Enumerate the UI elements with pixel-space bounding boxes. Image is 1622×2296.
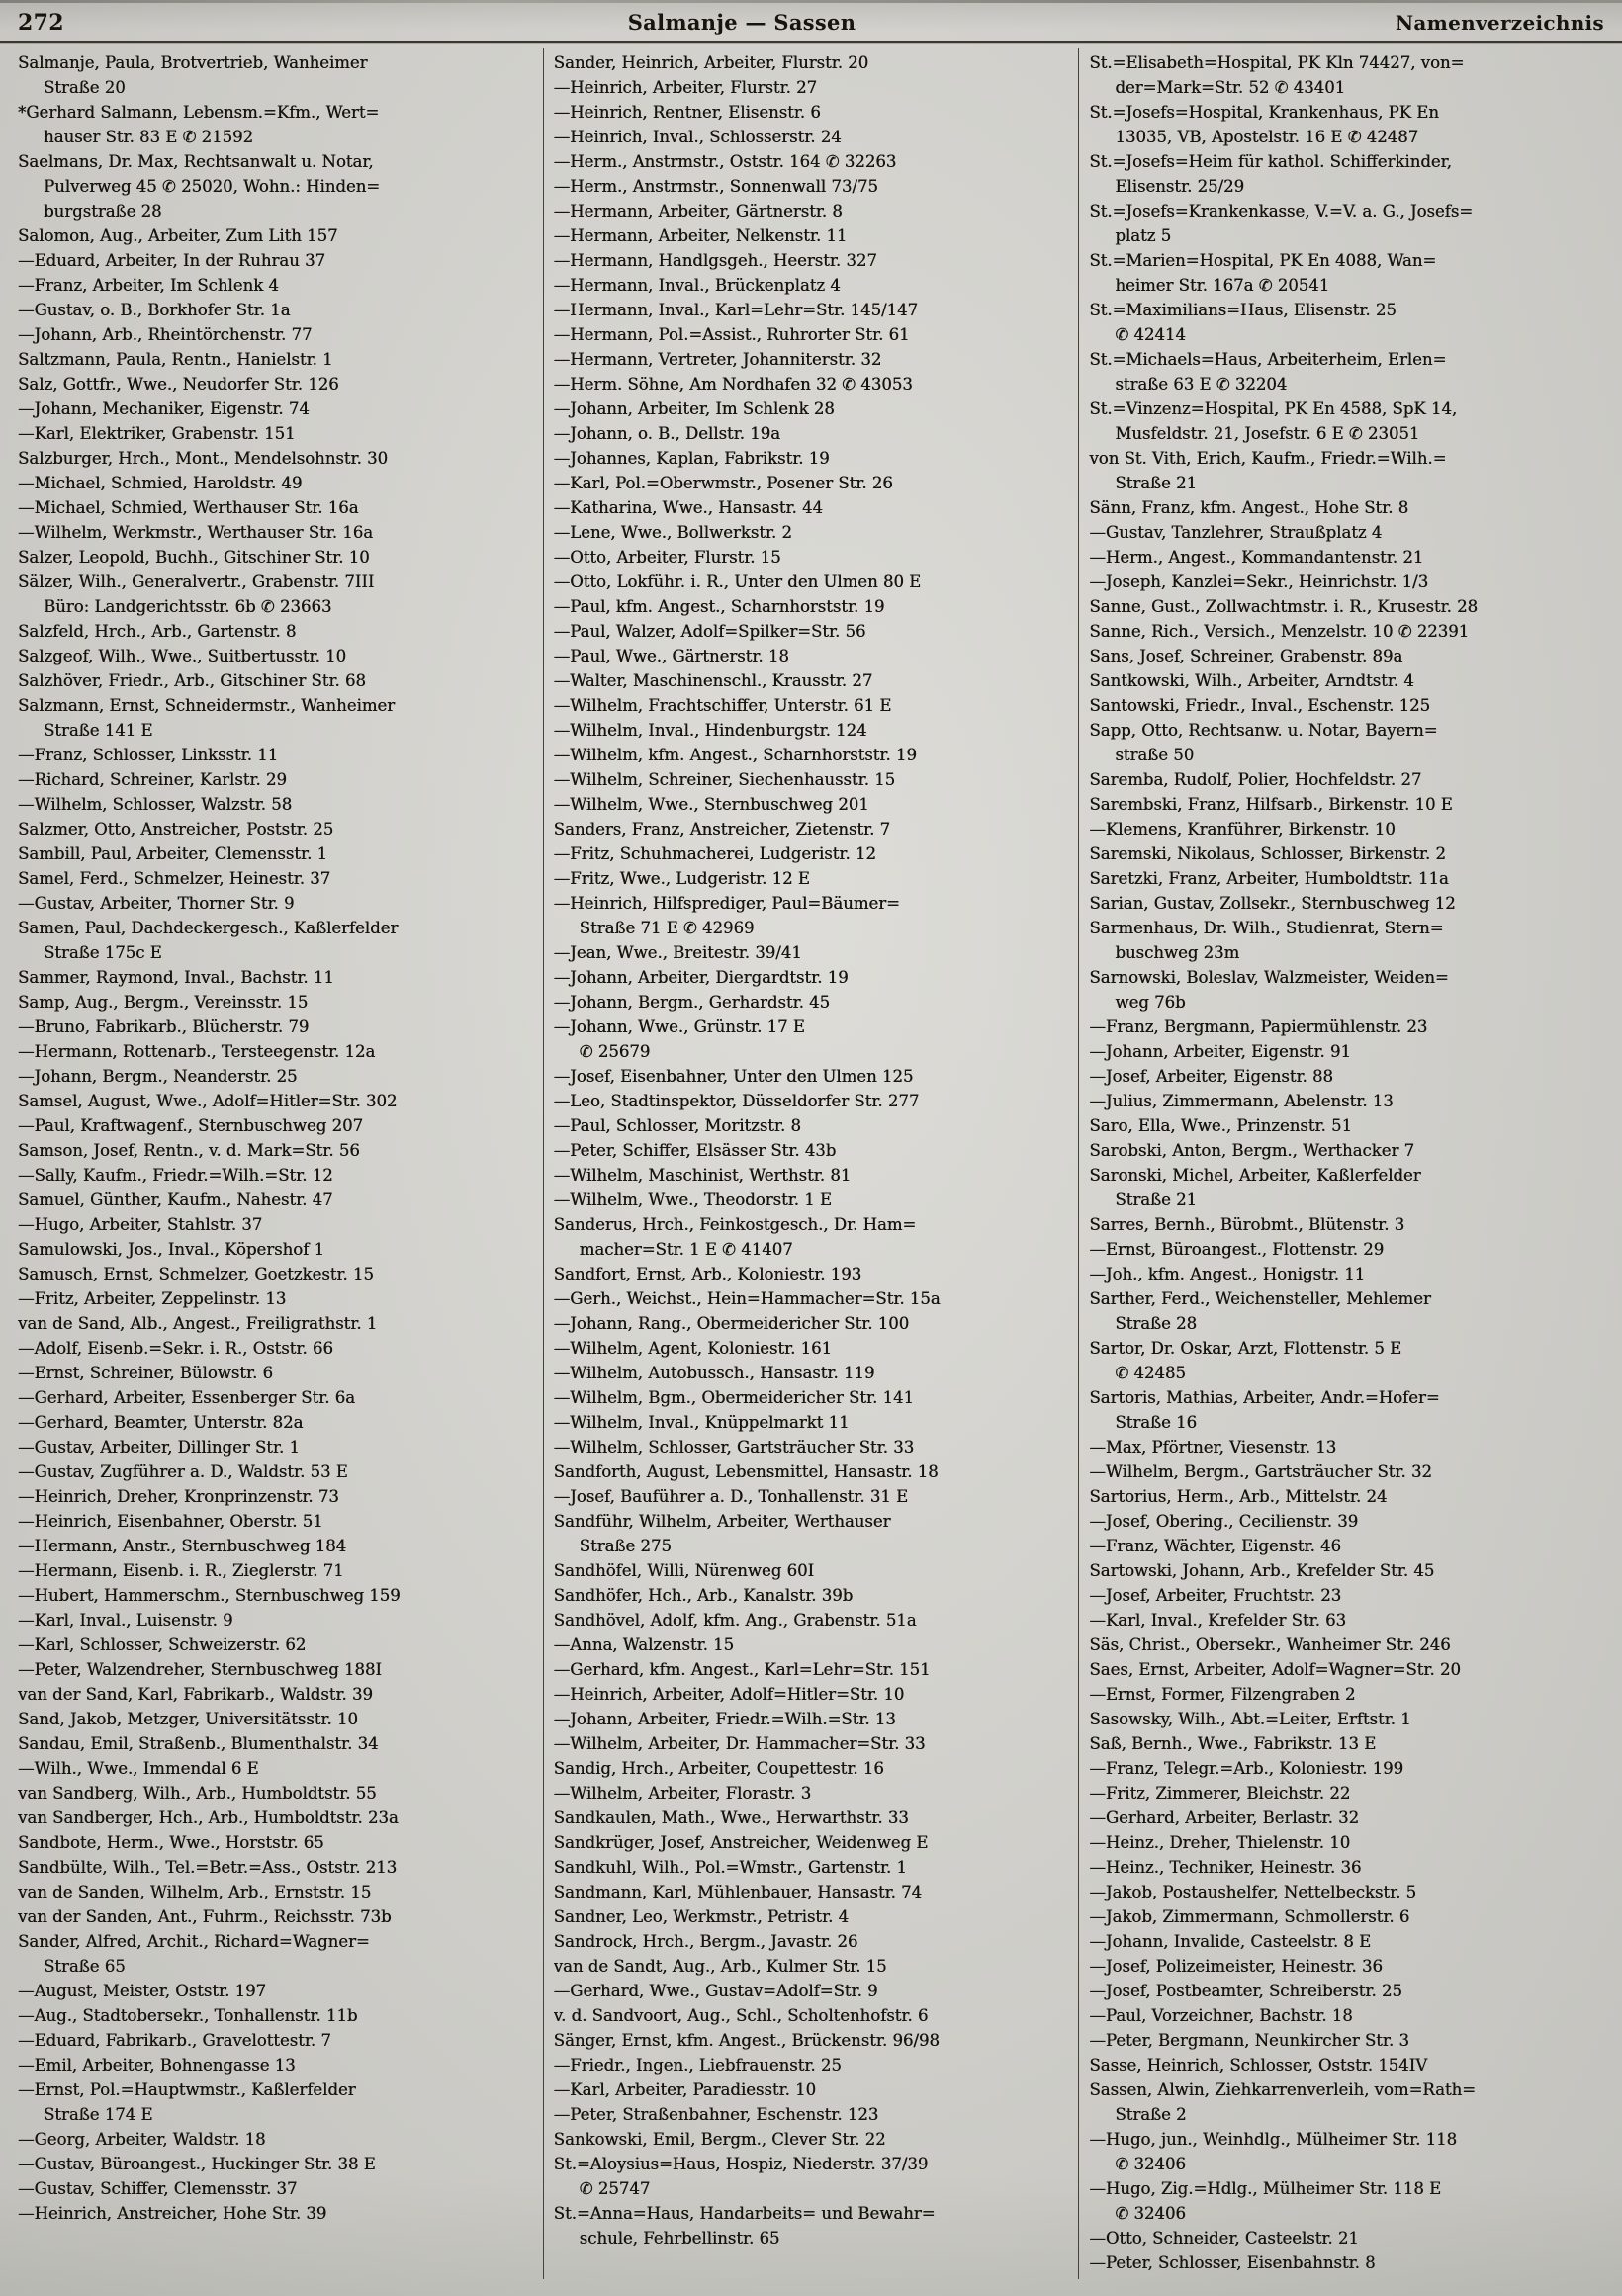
directory-entry-line: Sarther, Ferd., Weichensteller, Mehlemer <box>1089 1289 1431 1308</box>
directory-entry-line: Sander, Heinrich, Arbeiter, Flurstr. 20 <box>553 53 869 72</box>
directory-entry-line: Straße 141 E <box>44 721 153 740</box>
directory-entry-line: —Otto, Schneider, Casteelstr. 21 <box>1089 2229 1359 2248</box>
directory-entry-line: —Hermann, Handlgsgeh., Heerstr. 327 <box>553 251 877 270</box>
directory-entry-line: —Franz, Bergmann, Papiermühlenstr. 23 <box>1089 1017 1428 1036</box>
directory-entry-line: —Johann, Arbeiter, Im Schlenk 28 <box>553 399 835 418</box>
directory-entry-line: der=Mark=Str. 52 ✆ 43401 <box>1115 78 1346 97</box>
directory-entry-line: —Heinrich, Rentner, Elisenstr. 6 <box>553 103 821 122</box>
directory-entry-line: —Paul, Wwe., Gärtnerstr. 18 <box>553 647 789 665</box>
directory-entry-line: —Herm., Angest., Kommandantenstr. 21 <box>1089 548 1424 567</box>
directory-entry-line: —Josef, Bauführer a. D., Tonhallenstr. 31 E <box>553 1487 909 1506</box>
directory-entry-line: —Herm., Anstrmstr., Sonnenwall 73/75 <box>553 177 878 196</box>
directory-entry-line: Sandhöfel, Willi, Nürenweg 60I <box>553 1561 815 1580</box>
directory-entry-line: —Johann, Bergm., Neanderstr. 25 <box>18 1067 298 1086</box>
directory-entry-line: heimer Str. 167a ✆ 20541 <box>1115 276 1330 295</box>
directory-entry-line: Sasowsky, Wilh., Abt.=Leiter, Erftstr. 1 <box>1089 1710 1411 1728</box>
directory-entry-line: Sälzer, Wilh., Generalvertr., Grabenstr. 7III <box>18 573 375 591</box>
directory-entry-line: Sänn, Franz, kfm. Angest., Hohe Str. 8 <box>1089 498 1409 517</box>
directory-entry-line: —Wilhelm, kfm. Angest., Scharnhorststr. 19 <box>553 746 917 764</box>
directory-entry-line: —Hermann, Rottenarb., Tersteegenstr. 12a <box>18 1042 376 1061</box>
directory-entry-line: St.=Aloysius=Haus, Hospiz, Niederstr. 37/39 <box>553 2155 929 2173</box>
directory-entry-line: —Georg, Arbeiter, Waldstr. 18 <box>18 2130 266 2149</box>
directory-entry-line: Samp, Aug., Bergm., Vereinsstr. 15 <box>18 993 309 1012</box>
directory-entry-line: Musfeldstr. 21, Josefstr. 6 E ✆ 23051 <box>1115 424 1420 443</box>
directory-entry-line: —Sally, Kaufm., Friedr.=Wilh.=Str. 12 <box>18 1166 333 1185</box>
directory-entry-line: —Johann, Arbeiter, Friedr.=Wilh.=Str. 13 <box>553 1710 896 1728</box>
directory-entry-line: —Lene, Wwe., Bollwerkstr. 2 <box>553 523 792 542</box>
directory-entry-line: Sartorius, Herm., Arb., Mittelstr. 24 <box>1089 1487 1388 1506</box>
directory-entry-line: —Heinrich, Arbeiter, Adolf=Hitler=Str. 10 <box>553 1685 905 1704</box>
directory-entry-line: Straße 175c E <box>44 943 162 962</box>
directory-entry-line: van der Sanden, Ant., Fuhrm., Reichsstr. 73b <box>18 1907 392 1926</box>
directory-entry-line: —Peter, Schlosser, Eisenbahnstr. 8 <box>1089 2253 1376 2272</box>
directory-entry-line: —Wilhelm, Arbeiter, Florastr. 3 <box>553 1784 812 1803</box>
directory-entry-line: ✆ 32406 <box>1115 2204 1186 2223</box>
directory-entry-line: Salomon, Aug., Arbeiter, Zum Lith 157 <box>18 226 338 245</box>
directory-entry-line: —Wilhelm, Werkmstr., Werthauser Str. 16a <box>18 523 374 542</box>
directory-column-2 <box>543 48 1079 2279</box>
directory-entry-line: Sandau, Emil, Straßenb., Blumenthalstr. 34 <box>18 1734 379 1753</box>
directory-entry-line: burgstraße 28 <box>44 202 162 221</box>
directory-entry-line: —Hermann, Anstr., Sternbuschweg 184 <box>18 1537 347 1555</box>
directory-entry-line: v. d. Sandvoort, Aug., Schl., Scholtenhofstr. 6 <box>553 2006 929 2025</box>
directory-entry-line: —Klemens, Kranführer, Birkenstr. 10 <box>1089 820 1396 839</box>
directory-entry-line: van de Sandt, Aug., Arb., Kulmer Str. 15 <box>553 1957 887 1976</box>
directory-entry-line: —Franz, Arbeiter, Im Schlenk 4 <box>18 276 279 295</box>
directory-entry-line: van der Sand, Karl, Fabrikarb., Waldstr. 39 <box>18 1685 373 1704</box>
directory-entry-line: Straße 16 <box>1115 1413 1198 1432</box>
directory-entry-line: Samusch, Ernst, Schmelzer, Goetzkestr. 15 <box>18 1265 374 1283</box>
directory-entry-line: van Sandberger, Hch., Arb., Humboldtstr. 23a <box>18 1809 399 1827</box>
directory-entry-line: Straße 174 E <box>44 2105 153 2124</box>
directory-entry-line: Sand, Jakob, Metzger, Universitätsstr. 10 <box>18 1710 358 1728</box>
directory-entry-line: Sassen, Alwin, Ziehkarrenverleih, vom=Rath= <box>1089 2080 1477 2099</box>
directory-entry-line: Salzer, Leopold, Buchh., Gitschiner Str. 10 <box>18 548 370 567</box>
directory-entry-line: Sandhöfer, Hch., Arb., Kanalstr. 39b <box>553 1586 854 1605</box>
page-number: 272 <box>18 10 64 36</box>
directory-entry-line: —Hermann, Inval., Brückenplatz 4 <box>553 276 841 295</box>
directory-entry-line: Sarmenhaus, Dr. Wilh., Studienrat, Stern= <box>1089 919 1444 937</box>
section-label: Namenverzeichnis <box>1395 11 1604 35</box>
directory-entry-line: Straße 21 <box>1115 474 1198 492</box>
directory-entry-line: —Leo, Stadtinspektor, Düsseldorfer Str. 277 <box>553 1092 920 1110</box>
directory-entry-line: Sandbote, Herm., Wwe., Horststr. 65 <box>18 1833 324 1852</box>
directory-entry-line: —Richard, Schreiner, Karlstr. 29 <box>18 770 287 789</box>
directory-entry-line: —Fritz, Wwe., Ludgeristr. 12 E <box>553 869 810 888</box>
directory-entry-line: Straße 20 <box>44 78 126 97</box>
directory-entry-line: —Paul, kfm. Angest., Scharnhorststr. 19 <box>553 597 885 616</box>
directory-entry-line: —Heinrich, Inval., Schlosserstr. 24 <box>553 128 842 146</box>
directory-entry-line: —Joseph, Kanzlei=Sekr., Heinrichstr. 1/3 <box>1089 573 1429 591</box>
directory-entry-line: Santowski, Friedr., Inval., Eschenstr. 125 <box>1089 696 1431 715</box>
directory-entry-line: —Wilhelm, Agent, Koloniestr. 161 <box>553 1339 833 1358</box>
directory-entry-line: —Wilhelm, Inval., Knüppelmarkt 11 <box>553 1413 850 1432</box>
directory-entry-line: —Gustav, Schiffer, Clemensstr. 37 <box>18 2179 298 2198</box>
directory-entry-line: —Heinrich, Anstreicher, Hohe Str. 39 <box>18 2204 327 2223</box>
directory-entry-line: —Gustav, Büroangest., Huckinger Str. 38 E <box>18 2155 376 2173</box>
directory-entry-line: Sandforth, August, Lebensmittel, Hansastr. 18 <box>553 1462 939 1481</box>
directory-entry-line: Sarres, Bernh., Bürobmt., Blütenstr. 3 <box>1089 1215 1405 1234</box>
directory-entry-line: Salmanje, Paula, Brotvertrieb, Wanheimer <box>18 53 368 72</box>
directory-entry-line: —Friedr., Ingen., Liebfrauenstr. 25 <box>553 2056 842 2075</box>
directory-entry-line: —Wilhelm, Schlosser, Walzstr. 58 <box>18 795 293 814</box>
directory-entry-line: —Peter, Straßenbahner, Eschenstr. 123 <box>553 2105 879 2124</box>
directory-entry-line: —Anna, Walzenstr. 15 <box>553 1635 735 1654</box>
directory-entry-line: Salzfeld, Hrch., Arb., Gartenstr. 8 <box>18 622 297 641</box>
directory-entry-line: St.=Anna=Haus, Handarbeits= und Bewahr= <box>553 2204 936 2223</box>
directory-entry-line: —Jakob, Postaushelfer, Nettelbeckstr. 5 <box>1089 1883 1417 1901</box>
directory-entry-line: platz 5 <box>1115 226 1172 245</box>
directory-entry-line: St.=Josefs=Krankenkasse, V.=V. a. G., Josefs= <box>1089 202 1474 221</box>
directory-entry-line: Sänger, Ernst, kfm. Angest., Brückenstr. 96/98 <box>553 2031 940 2050</box>
page-title: Salmanje — Sassen <box>627 10 856 35</box>
directory-entry-line: —Paul, Vorzeichner, Bachstr. 18 <box>1089 2006 1353 2025</box>
directory-entry-line: van Sandberg, Wilh., Arb., Humboldtstr. 55 <box>18 1784 377 1803</box>
directory-entry-line: —Ernst, Schreiner, Bülowstr. 6 <box>18 1364 273 1382</box>
directory-entry-line: —Peter, Schiffer, Elsässer Str. 43b <box>553 1141 837 1160</box>
directory-entry-line: Salzgeof, Wilh., Wwe., Suitbertusstr. 10 <box>18 647 346 665</box>
directory-entry-line: —Wilhelm, Autobussch., Hansastr. 119 <box>553 1364 875 1382</box>
directory-entry-line: Samuel, Günther, Kaufm., Nahestr. 47 <box>18 1191 333 1209</box>
directory-entry-line: —Johann, Arbeiter, Diergardtstr. 19 <box>553 968 849 987</box>
directory-entry-line: —Wilhelm, Bergm., Gartsträucher Str. 32 <box>1089 1462 1432 1481</box>
page-header <box>0 0 1622 43</box>
directory-entry-line: —Josef, Obering., Cecilienstr. 39 <box>1089 1512 1359 1531</box>
directory-entry-line: Straße 65 <box>44 1957 126 1976</box>
directory-entry-line: —Otto, Lokführ. i. R., Unter den Ulmen 80 E <box>553 573 922 591</box>
directory-entry-line: —Hermann, Arbeiter, Gärtnerstr. 8 <box>553 202 843 221</box>
directory-entry-line: Sandkaulen, Math., Wwe., Herwarthstr. 33 <box>553 1809 909 1827</box>
directory-entry-line: —Herm., Anstrmstr., Oststr. 164 ✆ 32263 <box>553 152 897 171</box>
directory-entry-line: —Heinrich, Eisenbahner, Oberstr. 51 <box>18 1512 323 1531</box>
directory-entry-line: Sarnowski, Boleslav, Walzmeister, Weiden= <box>1089 968 1449 987</box>
directory-entry-line: —Aug., Stadtobersekr., Tonhallenstr. 11b <box>18 2006 358 2025</box>
directory-entry-line: —Paul, Schlosser, Moritzstr. 8 <box>553 1116 801 1135</box>
directory-entry-line: Sans, Josef, Schreiner, Grabenstr. 89a <box>1089 647 1403 665</box>
directory-entry-line: —Josef, Polizeimeister, Heinestr. 36 <box>1089 1957 1383 1976</box>
directory-entry-line: Sasse, Heinrich, Schlosser, Oststr. 154IV <box>1089 2056 1428 2075</box>
directory-entry-line: Salzmer, Otto, Anstreicher, Poststr. 25 <box>18 820 334 839</box>
directory-entry-line: macher=Str. 1 E ✆ 41407 <box>579 1240 793 1259</box>
directory-entry-line: van de Sanden, Wilhelm, Arb., Ernststr. 15 <box>18 1883 372 1901</box>
directory-entry-line: —Heinz., Dreher, Thielenstr. 10 <box>1089 1833 1351 1852</box>
directory-entry-line: —Heinz., Techniker, Heinestr. 36 <box>1089 1858 1362 1877</box>
directory-entry-line: Sarobski, Anton, Bergm., Werthacker 7 <box>1089 1141 1415 1160</box>
directory-entry-line: —Karl, Inval., Luisenstr. 9 <box>18 1611 233 1630</box>
directory-entry-line: —Franz, Telegr.=Arb., Koloniestr. 199 <box>1089 1759 1404 1778</box>
directory-entry-line: —Johann, Arb., Rheintörchenstr. 77 <box>18 325 313 344</box>
directory-entry-line: —Josef, Postbeamter, Schreiberstr. 25 <box>1089 1982 1402 2000</box>
directory-entry-line: Saronski, Michel, Arbeiter, Kaßlerfelder <box>1089 1166 1421 1185</box>
directory-entry-line: Sambill, Paul, Arbeiter, Clemensstr. 1 <box>18 844 327 863</box>
directory-entry-line: Straße 28 <box>1115 1314 1198 1333</box>
directory-entry-line: —Ernst, Pol.=Hauptwmstr., Kaßlerfelder <box>18 2080 356 2099</box>
directory-entry-line: —Katharina, Wwe., Hansastr. 44 <box>553 498 823 517</box>
directory-entry-line: Saremba, Rudolf, Polier, Hochfeldstr. 27 <box>1089 770 1422 789</box>
directory-entry-line: Pulverweg 45 ✆ 25020, Wohn.: Hinden= <box>44 177 381 196</box>
directory-entry-line: Saro, Ella, Wwe., Prinzenstr. 51 <box>1089 1116 1352 1135</box>
directory-entry-line: —Josef, Eisenbahner, Unter den Ulmen 125 <box>553 1067 914 1086</box>
directory-entry-line: —Gerhard, Arbeiter, Essenberger Str. 6a <box>18 1388 355 1407</box>
directory-entry-line: —Gerhard, Arbeiter, Berlastr. 32 <box>1089 1809 1359 1827</box>
directory-entry-line: —Heinrich, Hilfsprediger, Paul=Bäumer= <box>553 894 900 913</box>
directory-entry-line: Sandhövel, Adolf, kfm. Ang., Grabenstr. 51a <box>553 1611 917 1630</box>
directory-entry-line: —Michael, Schmied, Werthauser Str. 16a <box>18 498 359 517</box>
directory-entry-line: —Herm. Söhne, Am Nordhafen 32 ✆ 43053 <box>553 375 913 394</box>
directory-entry-line: Sartor, Dr. Oskar, Arzt, Flottenstr. 5 E <box>1089 1339 1402 1358</box>
directory-entry-line: Sartoris, Mathias, Arbeiter, Andr.=Hofer= <box>1089 1388 1440 1407</box>
directory-entry-line: ✆ 32406 <box>1115 2155 1186 2173</box>
directory-entry-line: —Franz, Schlosser, Linksstr. 11 <box>18 746 279 764</box>
directory-entry-line: Sandig, Hrch., Arbeiter, Coupettestr. 16 <box>553 1759 884 1778</box>
directory-entry-line: schule, Fehrbellinstr. 65 <box>579 2229 780 2248</box>
directory-entry-line: Saß, Bernh., Wwe., Fabrikstr. 13 E <box>1089 1734 1377 1753</box>
directory-entry-line: —Johann, Mechaniker, Eigenstr. 74 <box>18 399 310 418</box>
directory-entry-line: —Julius, Zimmermann, Abelenstr. 13 <box>1089 1092 1394 1110</box>
directory-entry-line: —Karl, Arbeiter, Paradiesstr. 10 <box>553 2080 817 2099</box>
directory-entry-line: Sanderus, Hrch., Feinkostgesch., Dr. Ham= <box>553 1215 917 1234</box>
directory-entry-line: ✆ 42414 <box>1115 325 1186 344</box>
directory-entry-line: ✆ 42485 <box>1115 1364 1186 1382</box>
directory-entry-line: Saes, Ernst, Arbeiter, Adolf=Wagner=Str. 20 <box>1089 1660 1461 1679</box>
directory-entry-line: ✆ 25679 <box>579 1042 651 1061</box>
directory-entry-line: —Hermann, Arbeiter, Nelkenstr. 11 <box>553 226 848 245</box>
directory-entry-line: —Heinrich, Arbeiter, Flurstr. 27 <box>553 78 818 97</box>
directory-entry-line: —Ernst, Former, Filzengraben 2 <box>1089 1685 1356 1704</box>
directory-entry-line: Sandrock, Hrch., Bergm., Javastr. 26 <box>553 1932 858 1951</box>
directory-entry-line: Salzhöver, Friedr., Arb., Gitschiner Str. 68 <box>18 671 366 690</box>
directory-entry-line: —Michael, Schmied, Haroldstr. 49 <box>18 474 303 492</box>
directory-entry-line: —Wilhelm, Wwe., Sternbuschweg 201 <box>553 795 869 814</box>
directory-entry-line: —Wilhelm, Arbeiter, Dr. Hammacher=Str. 33 <box>553 1734 926 1753</box>
directory-entry-line: —Wilhelm, Schreiner, Siechenhausstr. 15 <box>553 770 896 789</box>
directory-entry-line: —Wilhelm, Maschinist, Werthstr. 81 <box>553 1166 852 1185</box>
directory-entry-line: —Walter, Maschinenschl., Krausstr. 27 <box>553 671 873 690</box>
directory-entry-line: St.=Josefs=Heim für kathol. Schifferkinder, <box>1089 152 1452 171</box>
directory-entry-line: —Karl, Inval., Krefelder Str. 63 <box>1089 1611 1347 1630</box>
directory-entry-line: St.=Elisabeth=Hospital, PK Kln 74427, von= <box>1089 53 1465 72</box>
directory-entry-line: St.=Maximilians=Haus, Elisenstr. 25 <box>1089 301 1397 319</box>
directory-entry-line: —Paul, Kraftwagenf., Sternbuschweg 207 <box>18 1116 363 1135</box>
directory-entry-line: Sandführ, Wilhelm, Arbeiter, Werthauser <box>553 1512 891 1531</box>
directory-entry-line: Büro: Landgerichtsstr. 6b ✆ 23663 <box>44 597 332 616</box>
directory-entry-line: St.=Josefs=Hospital, Krankenhaus, PK En <box>1089 103 1439 122</box>
directory-entry-line: Samson, Josef, Rentn., v. d. Mark=Str. 56 <box>18 1141 360 1160</box>
directory-entry-line: —Peter, Walzendreher, Sternbuschweg 188I <box>18 1660 382 1679</box>
columns-container <box>0 43 1622 2279</box>
directory-entry-line: Sandner, Leo, Werkmstr., Petristr. 4 <box>553 1907 850 1926</box>
directory-column-1 <box>8 48 543 2279</box>
directory-entry-line: Straße 21 <box>1115 1191 1198 1209</box>
directory-entry-line: —August, Meister, Oststr. 197 <box>18 1982 266 2000</box>
directory-entry-line: —Gerhard, Beamter, Unterstr. 82a <box>18 1413 304 1432</box>
directory-entry-line: —Wilhelm, Schlosser, Gartsträucher Str. 33 <box>553 1438 915 1457</box>
directory-entry-line: —Wilhelm, Frachtschiffer, Unterstr. 61 E <box>553 696 892 715</box>
directory-entry-line: Sanders, Franz, Anstreicher, Zietenstr. 7 <box>553 820 891 839</box>
directory-entry-line: —Gerhard, Wwe., Gustav=Adolf=Str. 9 <box>553 1982 878 2000</box>
directory-entry-line: Sandbülte, Wilh., Tel.=Betr.=Ass., Oststr. 213 <box>18 1858 398 1877</box>
directory-entry-line: Sankowski, Emil, Bergm., Clever Str. 22 <box>553 2130 886 2149</box>
directory-entry-line: —Ernst, Büroangest., Flottenstr. 29 <box>1089 1240 1385 1259</box>
directory-entry-line: —Karl, Pol.=Oberwmstr., Posener Str. 26 <box>553 474 893 492</box>
directory-entry-line: Sandkrüger, Josef, Anstreicher, Weidenweg E <box>553 1833 929 1852</box>
directory-entry-line: St.=Michaels=Haus, Arbeiterheim, Erlen= <box>1089 350 1447 369</box>
directory-entry-line: —Josef, Arbeiter, Fruchtstr. 23 <box>1089 1586 1342 1605</box>
directory-entry-line: Elisenstr. 25/29 <box>1115 177 1245 196</box>
directory-entry-line: —Gerh., Weichst., Hein=Hammacher=Str. 15a <box>553 1289 941 1308</box>
directory-entry-line: —Hermann, Eisenb. i. R., Zieglerstr. 71 <box>18 1561 344 1580</box>
directory-entry-line: ✆ 25747 <box>579 2179 651 2198</box>
directory-entry-line: —Hugo, Zig.=Hdlg., Mülheimer Str. 118 E <box>1089 2179 1442 2198</box>
directory-entry-line: Sammer, Raymond, Inval., Bachstr. 11 <box>18 968 334 987</box>
directory-entry-line: —Paul, Walzer, Adolf=Spilker=Str. 56 <box>553 622 866 641</box>
directory-entry-line: —Gustav, Arbeiter, Dillinger Str. 1 <box>18 1438 300 1457</box>
directory-entry-line: —Gustav, o. B., Borkhofer Str. 1a <box>18 301 291 319</box>
directory-entry-line: —Johann, Arbeiter, Eigenstr. 91 <box>1089 1042 1351 1061</box>
directory-entry-line: Samen, Paul, Dachdeckergesch., Kaßlerfelder <box>18 919 399 937</box>
directory-entry-line: —Johann, o. B., Dellstr. 19a <box>553 424 780 443</box>
directory-entry-line: Samel, Ferd., Schmelzer, Heinestr. 37 <box>18 869 331 888</box>
directory-entry-line: —Fritz, Schuhmacherei, Ludgeristr. 12 <box>553 844 876 863</box>
directory-entry-line: *Gerhard Salmann, Lebensm.=Kfm., Wert= <box>18 103 380 122</box>
directory-entry-line: Salzburger, Hrch., Mont., Mendelsohnstr. 30 <box>18 449 388 468</box>
directory-entry-line: —Franz, Wächter, Eigenstr. 46 <box>1089 1537 1341 1555</box>
directory-entry-line: —Emil, Arbeiter, Bohnengasse 13 <box>18 2056 296 2075</box>
directory-entry-line: Sandfort, Ernst, Arb., Koloniestr. 193 <box>553 1265 862 1283</box>
directory-entry-line: Straße 71 E ✆ 42969 <box>579 919 755 937</box>
directory-entry-line: St.=Vinzenz=Hospital, PK En 4588, SpK 14, <box>1089 399 1458 418</box>
directory-entry-line: Salzmann, Ernst, Schneidermstr., Wanheimer <box>18 696 396 715</box>
directory-entry-line: —Hubert, Hammerschm., Sternbuschweg 159 <box>18 1586 401 1605</box>
directory-entry-line: —Eduard, Fabrikarb., Gravelottestr. 7 <box>18 2031 331 2050</box>
directory-entry-line: —Johannes, Kaplan, Fabrikstr. 19 <box>553 449 830 468</box>
directory-entry-line: —Gustav, Tanzlehrer, Straußplatz 4 <box>1089 523 1383 542</box>
directory-entry-line: van de Sand, Alb., Angest., Freiligrathstr. 1 <box>18 1314 378 1333</box>
directory-entry-line: Sarian, Gustav, Zollsekr., Sternbuschweg 12 <box>1089 894 1456 913</box>
directory-entry-line: —Karl, Elektriker, Grabenstr. 151 <box>18 424 296 443</box>
directory-entry-line: Straße 2 <box>1115 2105 1187 2124</box>
directory-entry-line: Straße 275 <box>579 1537 672 1555</box>
directory-entry-line: Sarembski, Franz, Hilfsarb., Birkenstr. 10 E <box>1089 795 1453 814</box>
directory-entry-line: —Eduard, Arbeiter, In der Ruhrau 37 <box>18 251 325 270</box>
directory-entry-line: Säs, Christ., Obersekr., Wanheimer Str. 246 <box>1089 1635 1451 1654</box>
directory-entry-line: 13035, VB, Apostelstr. 16 E ✆ 42487 <box>1115 128 1419 146</box>
directory-entry-line: Sandmann, Karl, Mühlenbauer, Hansastr. 74 <box>553 1883 923 1901</box>
directory-entry-line: —Peter, Bergmann, Neunkircher Str. 3 <box>1089 2031 1409 2050</box>
directory-entry-line: —Adolf, Eisenb.=Sekr. i. R., Oststr. 66 <box>18 1339 333 1358</box>
directory-entry-line: —Hugo, Arbeiter, Stahlstr. 37 <box>18 1215 263 1234</box>
directory-entry-line: —Hermann, Vertreter, Johanniterstr. 32 <box>553 350 882 369</box>
directory-entry-line: von St. Vith, Erich, Kaufm., Friedr.=Wilh.= <box>1089 449 1447 468</box>
directory-entry-line: weg 76b <box>1115 993 1186 1012</box>
directory-entry-line: Samulowski, Jos., Inval., Köpershof 1 <box>18 1240 324 1259</box>
directory-entry-line: —Heinrich, Dreher, Kronprinzenstr. 73 <box>18 1487 339 1506</box>
directory-entry-line: Sanne, Gust., Zollwachtmstr. i. R., Krusestr. 28 <box>1089 597 1479 616</box>
directory-entry-line: Sander, Alfred, Archit., Richard=Wagner= <box>18 1932 370 1951</box>
directory-entry-line: Sandkuhl, Wilh., Pol.=Wmstr., Gartenstr. 1 <box>553 1858 907 1877</box>
directory-entry-line: Sanne, Rich., Versich., Menzelstr. 10 ✆ 22391 <box>1089 622 1470 641</box>
directory-entry-line: Santkowski, Wilh., Arbeiter, Arndtstr. 4 <box>1089 671 1414 690</box>
directory-entry-line: Saretzki, Franz, Arbeiter, Humboldtstr. 11a <box>1089 869 1449 888</box>
directory-entry-line: Saelmans, Dr. Max, Rechtsanwalt u. Notar, <box>18 152 374 171</box>
directory-entry-line: —Wilhelm, Wwe., Theodorstr. 1 E <box>553 1191 832 1209</box>
directory-entry-line: —Karl, Schlosser, Schweizerstr. 62 <box>18 1635 307 1654</box>
directory-entry-line: Salz, Gottfr., Wwe., Neudorfer Str. 126 <box>18 375 339 394</box>
directory-entry-line: straße 50 <box>1115 746 1195 764</box>
directory-entry-line: —Johann, Bergm., Gerhardstr. 45 <box>553 993 831 1012</box>
directory-entry-line: —Gustav, Arbeiter, Thorner Str. 9 <box>18 894 295 913</box>
directory-entry-line: —Josef, Arbeiter, Eigenstr. 88 <box>1089 1067 1333 1086</box>
directory-entry-line: Saremski, Nikolaus, Schlosser, Birkenstr. 2 <box>1089 844 1446 863</box>
directory-entry-line: —Hermann, Pol.=Assist., Ruhrorter Str. 61 <box>553 325 910 344</box>
directory-entry-line: hauser Str. 83 E ✆ 21592 <box>44 128 254 146</box>
directory-entry-line: —Johann, Invalide, Casteelstr. 8 E <box>1089 1932 1372 1951</box>
directory-column-3 <box>1078 48 1614 2279</box>
directory-entry-line: —Johann, Wwe., Grünstr. 17 E <box>553 1017 805 1036</box>
directory-entry-line: —Otto, Arbeiter, Flurstr. 15 <box>553 548 781 567</box>
directory-entry-line: —Jakob, Zimmermann, Schmollerstr. 6 <box>1089 1907 1410 1926</box>
directory-entry-line: —Joh., kfm. Angest., Honigstr. 11 <box>1089 1265 1366 1283</box>
directory-entry-line: —Gerhard, kfm. Angest., Karl=Lehr=Str. 151 <box>553 1660 931 1679</box>
directory-entry-line: —Bruno, Fabrikarb., Blücherstr. 79 <box>18 1017 310 1036</box>
directory-entry-line: —Johann, Rang., Obermeidericher Str. 100 <box>553 1314 910 1333</box>
directory-entry-line: —Wilh., Wwe., Immendal 6 E <box>18 1759 259 1778</box>
directory-entry-line: Sartowski, Johann, Arb., Krefelder Str. 45 <box>1089 1561 1435 1580</box>
directory-entry-line: buschweg 23m <box>1115 943 1240 962</box>
directory-entry-line: —Fritz, Zimmerer, Bleichstr. 22 <box>1089 1784 1351 1803</box>
directory-entry-line: Sapp, Otto, Rechtsanw. u. Notar, Bayern= <box>1089 721 1438 740</box>
directory-entry-line: —Gustav, Zugführer a. D., Waldstr. 53 E <box>18 1462 348 1481</box>
directory-entry-line: St.=Marien=Hospital, PK En 4088, Wan= <box>1089 251 1437 270</box>
directory-entry-line: —Fritz, Arbeiter, Zeppelinstr. 13 <box>18 1289 287 1308</box>
directory-entry-line: —Hermann, Inval., Karl=Lehr=Str. 145/147 <box>553 301 919 319</box>
directory-entry-line: —Hugo, jun., Weinhdlg., Mülheimer Str. 118 <box>1089 2130 1457 2149</box>
directory-entry-line: —Jean, Wwe., Breitestr. 39/41 <box>553 943 802 962</box>
directory-entry-line: —Max, Pförtner, Viesenstr. 13 <box>1089 1438 1337 1457</box>
directory-entry-line: —Wilhelm, Bgm., Obermeidericher Str. 141 <box>553 1388 914 1407</box>
directory-entry-line: straße 63 E ✆ 32204 <box>1115 375 1288 394</box>
directory-entry-line: —Wilhelm, Inval., Hindenburgstr. 124 <box>553 721 867 740</box>
directory-entry-line: Saltzmann, Paula, Rentn., Hanielstr. 1 <box>18 350 333 369</box>
directory-entry-line: Samsel, August, Wwe., Adolf=Hitler=Str. 302 <box>18 1092 398 1110</box>
